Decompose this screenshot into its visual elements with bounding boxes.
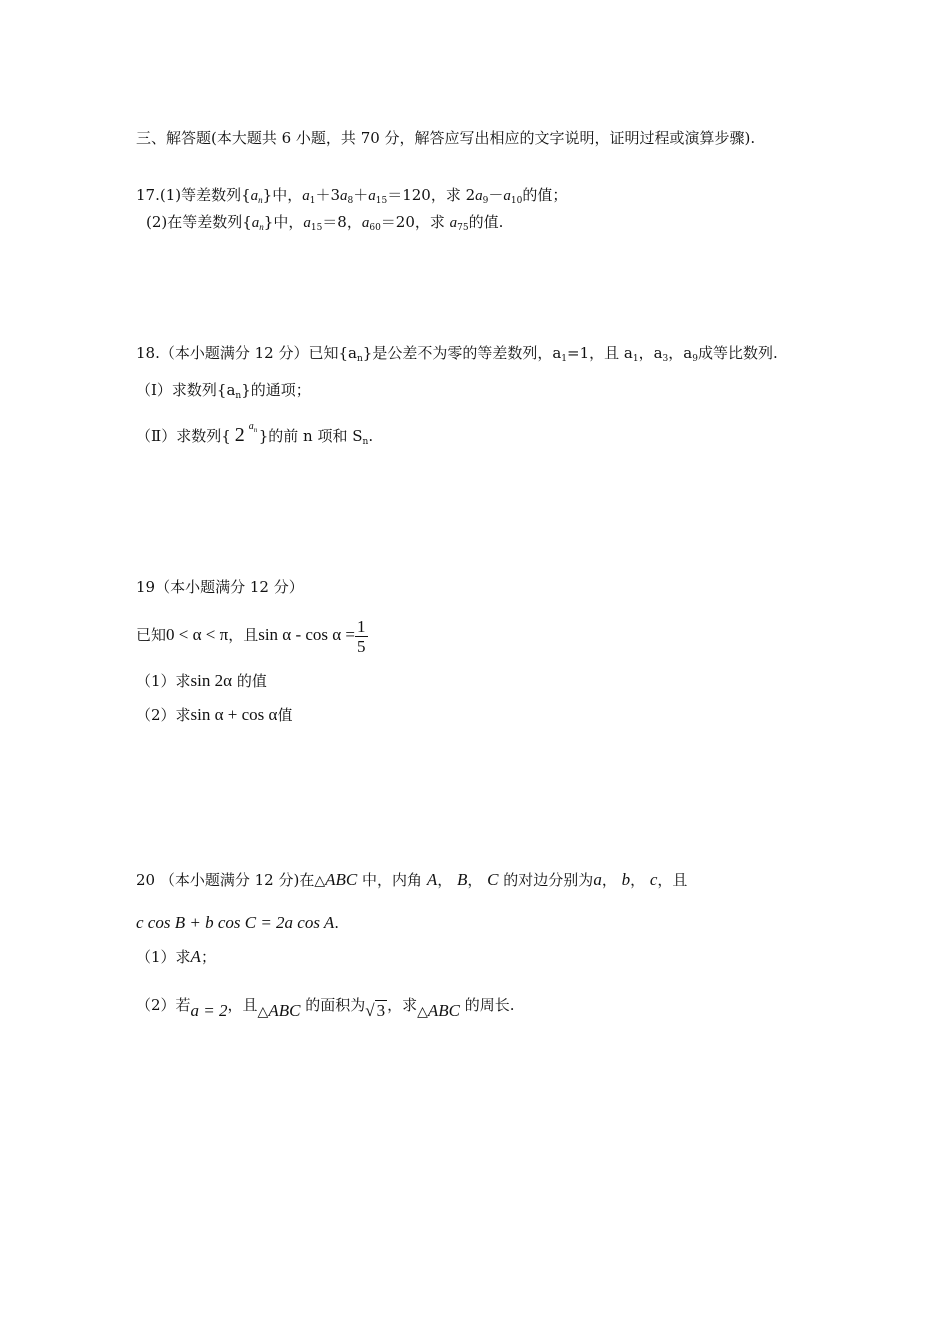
q20-stem: 20 （本小题满分 12 分)在△ABC 中，内角 A， B， C 的对边分别为a， b， c，且	[136, 870, 688, 889]
q20-part2: （2）若a = 2，且△ABC 的面积为√ 3 ，求△ABC 的周长.	[136, 990, 515, 1021]
q18-part2: （Ⅱ）求数列{ 2 $a_n$ }的前 n 项和 $S_n$.	[136, 421, 374, 447]
fraction: $\frac{1}{5}$	[357, 616, 366, 656]
q18-part1: （Ⅰ）求数列$\{a_n\}$的通项；	[136, 381, 311, 401]
q19-label: 19	[136, 578, 156, 596]
q17-label: 17.	[136, 186, 160, 204]
q19-header: 19（本小题满分 12 分）	[136, 578, 304, 596]
q19-part2: （2）求sin α + cos α值	[136, 705, 293, 724]
q18-label: 18.	[136, 344, 160, 362]
q18-stem: 18.（本小题满分 12 分）已知$\{a_n\}$是公差不为零的等差数列，$a_1=1$，且 $a_1$，$a_3$，$a_9$成等比数列.	[136, 344, 778, 364]
power-of-two: 2 $a_n$	[234, 421, 258, 446]
section-header: 三、解答题(本大题共 6 小题，共 70 分，解答应写出相应的文字说明，证明过程或演算步骤).	[136, 129, 756, 147]
q20-part1: （1）求A；	[136, 947, 216, 966]
q19-part1: （1）求sin 2α 的值	[136, 671, 267, 690]
q17-part1: 17.(1)等差数列$\{a_n\}$中，$a_1+3a_8+a_{15}=120$，求 $2a_9-a_{10}$的值；	[136, 186, 568, 206]
q19-given: 已知0 < α < π，且sin α - cos α = $\frac{1}{5}$	[136, 616, 366, 656]
q20-equation: c cos B + b cos C = 2a cos A.	[136, 913, 340, 932]
square-root: √ 3	[365, 1001, 386, 1020]
q20-label: 20	[136, 871, 156, 889]
q17-part2: (2)在等差数列$\{a_n\}$中，$a_{15}=8$，$a_{60}=20$，求 $a_{75}$的值.	[146, 213, 504, 233]
